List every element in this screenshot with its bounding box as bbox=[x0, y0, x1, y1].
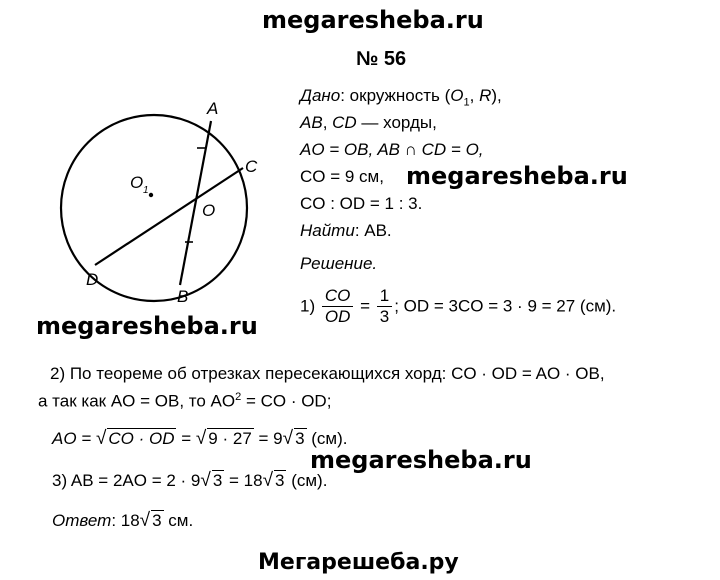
sqrt-sign-6: √ bbox=[139, 510, 151, 531]
step1-eq: = bbox=[360, 296, 371, 316]
given-comma: , bbox=[469, 86, 480, 105]
given-line-3: AO = OB, AB ∩ CD = O, bbox=[300, 140, 484, 159]
eq-end: (см). bbox=[306, 429, 348, 448]
step2-text-b: = CO · OD; bbox=[241, 391, 332, 411]
step2-sup: 2 bbox=[235, 391, 242, 403]
problem-number: № 56 bbox=[356, 48, 407, 70]
ratio-denominator: OD bbox=[324, 307, 351, 326]
given-cd: CD bbox=[332, 113, 357, 132]
given-text: : окружность ( bbox=[340, 86, 451, 105]
step3-b: = 18 bbox=[224, 471, 263, 490]
label-d: D bbox=[86, 270, 99, 289]
given-r: R bbox=[479, 86, 492, 105]
sqrt-content-6: 3 bbox=[152, 511, 162, 530]
find-text: : AB. bbox=[354, 221, 392, 240]
answer bbox=[52, 510, 193, 532]
sqrt-sign-4: √ bbox=[200, 470, 211, 491]
watermark-mid2: megaresheba.ru bbox=[310, 446, 532, 474]
ratio-numerator: CO bbox=[322, 286, 354, 307]
value-denominator: 3 bbox=[379, 307, 390, 326]
eq-lhs: AO = bbox=[52, 429, 96, 448]
find-label: Найти bbox=[300, 221, 355, 240]
step2-text-a: а так как AO = OB, то AO bbox=[38, 391, 236, 411]
step-2-line-2 bbox=[38, 391, 331, 412]
label-o1-sub: 1 bbox=[143, 185, 149, 196]
answer-b: см. bbox=[163, 511, 194, 530]
watermark-bottom: Мегарешеба.ру bbox=[258, 550, 459, 575]
answer-a: : 18 bbox=[111, 511, 140, 530]
watermark-left: megaresheba.ru bbox=[36, 312, 258, 340]
given-chords: — хорды, bbox=[356, 113, 437, 132]
given-close: ), bbox=[491, 86, 502, 105]
given-line-4: CO = 9 см, bbox=[300, 167, 384, 186]
given-o1: O bbox=[450, 86, 464, 105]
sqrt-content-3: 3 bbox=[295, 429, 305, 448]
label-b: B bbox=[177, 287, 189, 306]
step-2-equation bbox=[52, 428, 348, 450]
sqrt-content-4: 3 bbox=[212, 471, 223, 490]
given-line-2 bbox=[300, 113, 437, 133]
step3-a: 3) AB = 2AO = 2 · 9 bbox=[52, 471, 201, 490]
sqrt-content-2: 9 · 27 bbox=[208, 429, 252, 448]
label-a: A bbox=[207, 99, 219, 118]
watermark-top: megaresheba.ru bbox=[262, 6, 484, 34]
sqrt-sign-1: √ bbox=[95, 428, 107, 449]
value-fraction bbox=[377, 286, 392, 327]
sqrt-sign-3: √ bbox=[282, 428, 294, 449]
step-2-line-1: 2) По теореме об отрезках пересекающихся хорд: CO · OD = AO · OB, bbox=[50, 364, 605, 383]
eq-mid: = bbox=[176, 429, 196, 448]
given-ab: AB bbox=[300, 113, 323, 132]
step-1 bbox=[300, 286, 616, 327]
sqrt-content-5: 3 bbox=[275, 471, 285, 490]
eq-mid2: = 9 bbox=[253, 429, 283, 448]
chord-cd bbox=[95, 168, 243, 265]
step3-c: (см). bbox=[286, 471, 328, 490]
find-line bbox=[300, 221, 392, 241]
step1-num: 1) bbox=[300, 296, 316, 316]
sqrt-sign-2: √ bbox=[195, 428, 207, 449]
step1-rest: ; OD = 3CO = 3 · 9 = 27 (см). bbox=[394, 296, 617, 316]
sqrt-sign-5: √ bbox=[262, 470, 274, 491]
solution-label: Решение. bbox=[300, 254, 378, 273]
label-o: O bbox=[202, 201, 216, 220]
given-label: Дано bbox=[300, 86, 341, 105]
ratio-fraction bbox=[322, 286, 354, 327]
circle-chords-diagram bbox=[40, 90, 280, 310]
value-numerator: 1 bbox=[377, 286, 392, 307]
label-o1: O bbox=[130, 173, 144, 192]
given-o1-sub: 1 bbox=[463, 96, 470, 109]
label-c: C bbox=[245, 157, 258, 176]
answer-label: Ответ bbox=[52, 511, 112, 530]
sqrt-content-1: CO · OD bbox=[108, 429, 175, 448]
center-o1-dot bbox=[149, 193, 153, 197]
given-line-5: CO : OD = 1 : 3. bbox=[300, 194, 423, 213]
watermark-mid1: megaresheba.ru bbox=[406, 162, 628, 190]
given-line-1 bbox=[300, 86, 502, 108]
step-3 bbox=[52, 470, 327, 492]
given-sep: , bbox=[322, 113, 333, 132]
